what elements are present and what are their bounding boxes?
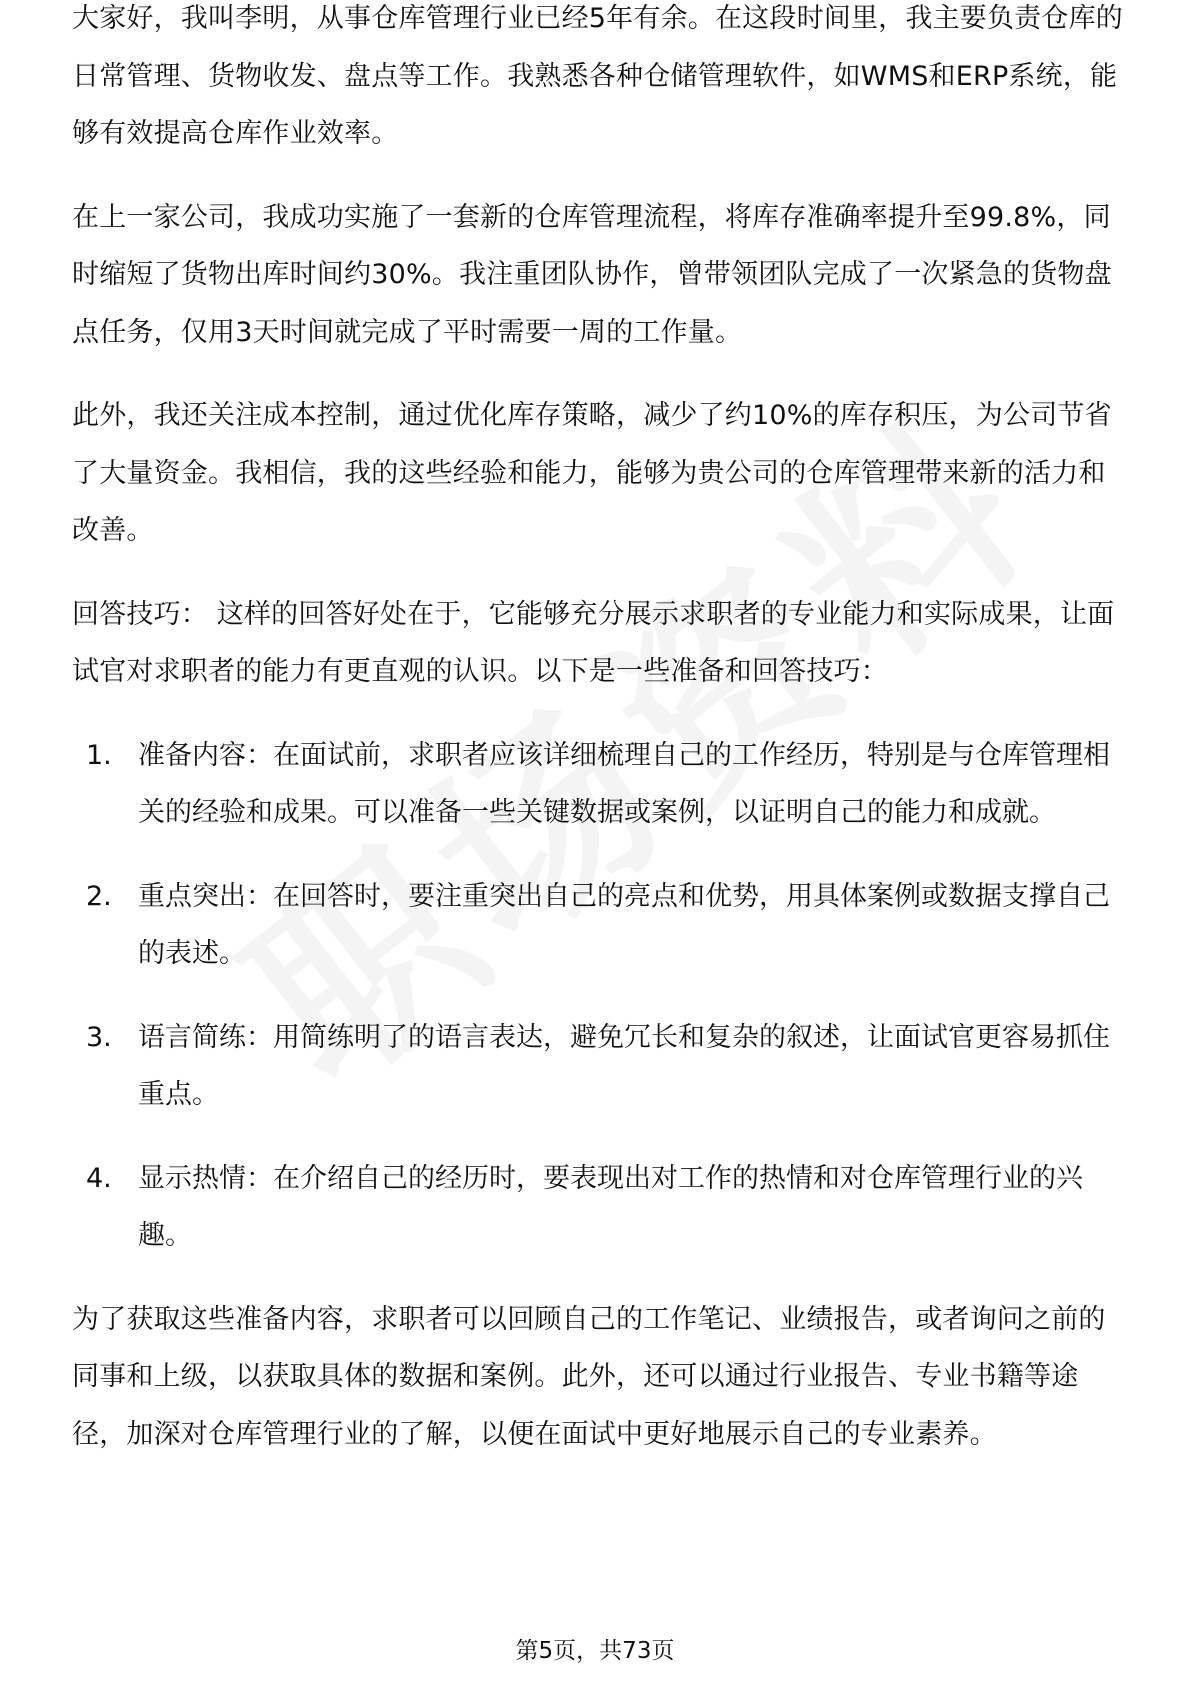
list-item-text: 显示热情：在介绍自己的经历时，要表现出对工作的热情和对仓库管理行业的兴趣。 <box>138 1162 1083 1251</box>
intro-paragraph: 大家好，我叫李明，从事仓库管理行业已经5年有余。在这段时间里，我主要负责仓库的日常管理、货物收发、盘点等工作。我熟悉各种仓储管理软件，如WMS和ERP系统，能够有效提高仓库作业效率。 <box>72 3 1123 149</box>
list-item <box>72 868 1124 983</box>
list-item-number: 4. <box>86 1162 112 1194</box>
list-item <box>72 1009 1124 1124</box>
list-item <box>72 1150 1124 1265</box>
closing-paragraph: 为了获取这些准备内容，求职者可以回顾自己的工作笔记、业绩报告，或者询问之前的同事和上级，以获取具体的数据和案例。此外，还可以通过行业报告、专业书籍等途径，加深对仓库管理行业的了解，以便在面试中更好地展示自己的专业素养。 <box>72 1303 1106 1450</box>
cost-control-paragraph: 此外，我还关注成本控制，通过优化库存策略，减少了约10%的库存积压，为公司节省了大量资金。我相信，我的这些经验和能力，能够为贵公司的仓库管理带来新的活力和改善。 <box>72 400 1112 546</box>
page-number-footer: 第5页，共73页 <box>515 1638 675 1664</box>
list-item-text: 语言简练：用简练明了的语言表达，避免冗长和复杂的叙述，让面试官更容易抓住重点。 <box>138 1021 1110 1110</box>
answer-tips-paragraph: 回答技巧： 这样的回答好处在于，它能够充分展示求职者的专业能力和实际成果，让面试官对求职者的能力有更直观的认识。以下是一些准备和回答技巧： <box>72 598 1115 687</box>
page-content <box>72 0 1124 1489</box>
achievement-paragraph: 在上一家公司，我成功实施了一套新的仓库管理流程，将库存准确率提升至99.8%，同时缩短了货物出库时间约30%。我注重团队协作，曾带领团队完成了一次紧急的货物盘点任务，仅用3天时间就完成了平时需要一周的工作量。 <box>72 201 1112 348</box>
list-item-text: 重点突出：在回答时，要注重突出自己的亮点和优势，用具体案例或数据支撑自己的表述。 <box>138 880 1110 969</box>
list-item-number: 1. <box>86 739 112 771</box>
list-item-number: 3. <box>86 1021 112 1053</box>
list-item-text: 准备内容：在面试前，求职者应该详细梳理自己的工作经历，特别是与仓库管理相关的经验和成果。可以准备一些关键数据或案例，以证明自己的能力和成就。 <box>138 739 1110 828</box>
list-item-number: 2. <box>86 880 112 912</box>
list-item <box>72 727 1124 842</box>
tips-list <box>72 727 1124 1265</box>
